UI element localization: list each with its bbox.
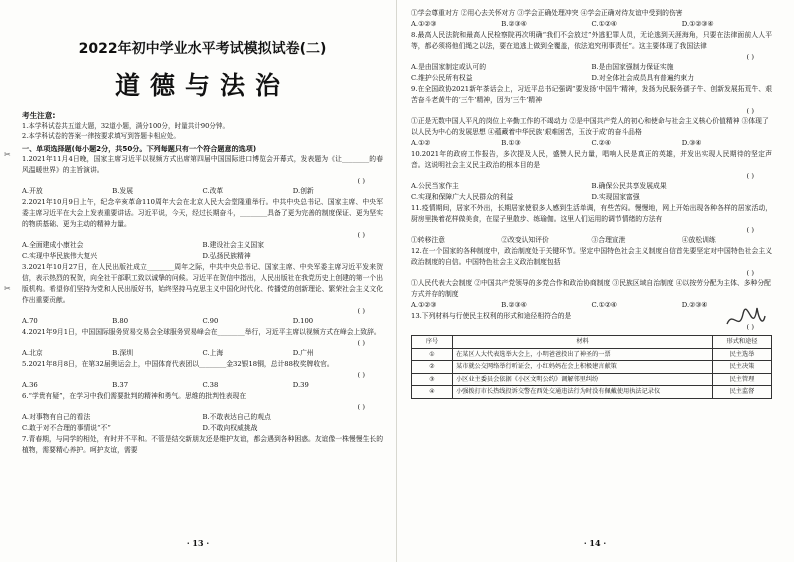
- option-group: [411, 8, 772, 19]
- question-text: 3.2021年10月27日，在人民出版社成立________周年之际，中共中央总书记、国家主席、中央军委主席习近平发来贺信，表示热烈的祝贺，向全社干部职工致以诚挚的问候。习近平在贺信中指出，人民出版社在我党历史上创建的第一个出版机构。希望你们坚持为党和人民出版好书，始终坚持马克思主义中国化时代化、传播党的创新理论、繁荣社会主义文化作出重要贡献。: [22, 263, 383, 304]
- answer-option: C.实现和保障广大人民群众的利益: [411, 193, 514, 201]
- table-header: 材料: [453, 336, 713, 349]
- table-cell: ①: [412, 348, 453, 361]
- answer-option: B.发展: [112, 187, 133, 195]
- option-group: [411, 181, 772, 203]
- table-row: [412, 348, 772, 361]
- answer-option: C.90: [202, 317, 219, 325]
- answer-option: A.对事物有自己的看法: [22, 413, 91, 421]
- answer-option: C.②④: [591, 139, 611, 147]
- answer-option: D.②③④: [681, 301, 708, 309]
- subject-title: 道德与法治: [114, 71, 290, 100]
- table-cell: 民主选举: [713, 348, 772, 361]
- table-cell: ③: [412, 373, 453, 386]
- page-number: · 13 ·: [186, 538, 210, 548]
- answer-option: D.39: [292, 381, 309, 389]
- answer-option: A.开放: [22, 187, 43, 195]
- answer-option: D.③④: [681, 139, 702, 147]
- option-group: [411, 300, 772, 311]
- answer-option: ③合理宣泄: [591, 236, 626, 244]
- answer-option: C.改革: [202, 187, 224, 195]
- option-group: [22, 316, 383, 327]
- answer-option: ①正是无数中国人平凡的岗位上辛勤工作的不竭动力 ②是中国共产党人的初心和使命与社会主义核心价值精神 ③体现了以人民为中心的发展思想 ④蕴藏着中华民族‘艰难困苦，玉汝于成’的奋斗品格: [411, 117, 769, 136]
- question-text: 13.下列材料与行使民主权利的形式和途径相符合的是: [411, 312, 572, 320]
- question-text: 10.2021年的政府工作报告，多次提及人民，盛赞人民力量，唱响人民是真正的英雄，并发出实现人民期待的坚定声音。这说明社会主义民主政治的根本目的是: [411, 150, 772, 169]
- left-question-list: [22, 154, 383, 456]
- answer-option: B.37: [112, 381, 129, 389]
- table-header: 序号: [412, 336, 453, 349]
- question-text: 4.2021年9月1日，中国国际服务贸易交易会全球服务贸易峰会在________举行，习近平主席以视频方式在峰会上致辞。: [22, 328, 381, 336]
- answer-blank: ( ): [746, 269, 754, 277]
- answer-option: D.不敢向权威挑战: [202, 424, 258, 432]
- answer-option: D.100: [292, 317, 314, 325]
- answer-option: A.36: [22, 381, 38, 389]
- table-cell: 在某区人大代表选举大会上，小明爸爸投出了神圣的一票: [453, 348, 713, 361]
- question-text: 9.在全国政协2021新年茶话会上，习近平总书记强调“要发扬‘中国牛’精神，发扬为民服务孺子牛、创新发展拓荒牛、艰苦奋斗老黄牛的‘三牛’精神，因为‘三牛’精神: [411, 85, 772, 104]
- answer-option: ④放松训练: [681, 236, 716, 244]
- option-group: [411, 116, 772, 138]
- answer-option: D.实现国家富强: [591, 193, 640, 201]
- question-text: 6.“学贵有疑”，在学习中我们需要批判的精神和勇气。思维的批判性表现在: [22, 392, 247, 400]
- answer-option: D.对全体社会成员具有普遍约束力: [591, 74, 695, 82]
- option-group: [411, 235, 772, 246]
- option-group: [22, 380, 383, 391]
- answer-option: B.建设社会主义国家: [202, 241, 265, 249]
- material-table: [411, 335, 772, 399]
- table-row: [412, 361, 772, 374]
- question-text: 2.2021年10月9日上午，纪念辛亥革命110周年大会在北京人民大会堂隆重举行。中共中央总书记、国家主席、中央军委主席习近平在大会上发表重要讲话。习近平说，今天，经过长期奋斗，________具备了更为完善的制度保证、更为坚实的物质基础、更为主动的精神力量。: [22, 198, 383, 228]
- table-cell: 民主决策: [713, 361, 772, 374]
- notes-title: 考生注意:: [22, 111, 56, 120]
- answer-option: B.是由国家强制力保证实施: [591, 63, 674, 71]
- note-line: 1.本学科试卷共五道大题，32道小题，满分100分，时量共计90分钟。: [22, 122, 230, 130]
- table-cell: 民主监督: [713, 386, 772, 399]
- table-row: [412, 373, 772, 386]
- answer-option: C.维护公民所有权益: [411, 74, 473, 82]
- answer-option: C.实现中华民族伟大复兴: [22, 252, 98, 260]
- question-text: 1.2021年11月4日晚，国家主席习近平以视频方式出席第四届中国国际进口博览会开幕式，发表题为《让________的春风温暖世界》的主旨演讲。: [22, 155, 383, 174]
- answer-option: ①人民代表大会制度 ②中国共产党领导的多党合作和政治协商制度 ③民族区域自治制度 ④以按劳分配为主体、多种分配方式并存的制度: [411, 279, 771, 298]
- answer-blank: ( ): [357, 177, 365, 185]
- table-row: [412, 386, 772, 399]
- scissor-icon: ✂: [4, 284, 11, 293]
- question-text: 11.疫情期间，居家不外出，长期居家使很多人感到生活单调，有些苦闷。慢慢地，网上开始出现各种各样的居家活动，厨房里换着花样做美食，在屋子里散步、练瑜伽。这里人们运用的调节情绪的方法有: [411, 204, 772, 223]
- answer-blank: ( ): [357, 339, 365, 347]
- answer-option: B.80: [112, 317, 129, 325]
- option-group: [411, 138, 772, 149]
- answer-option: D.创新: [292, 187, 314, 195]
- option-group: [411, 62, 772, 84]
- exam-title: 2022年初中学业水平考试模拟试卷(二): [78, 41, 327, 57]
- answer-option: A.北京: [22, 349, 43, 357]
- option-group: [411, 19, 772, 30]
- answer-option: B.②③④: [501, 301, 527, 309]
- answer-option: A.公民当家作主: [411, 182, 459, 190]
- answer-option: A.全面建成小康社会: [22, 241, 84, 249]
- answer-blank: ( ): [357, 371, 365, 379]
- answer-option: C.敢于对不合理的事情说“不”: [22, 424, 111, 432]
- answer-option: B.确保公民共享发展成果: [591, 182, 667, 190]
- answer-option: B.①③: [501, 139, 521, 147]
- answer-blank: ( ): [357, 403, 365, 411]
- option-group: [22, 240, 383, 262]
- section-heading: 一、单项选择题(每小题2分，共50分。下列每题只有一个符合题意的选项): [22, 144, 257, 153]
- note-line: 2.本学科试卷的答案一律按要求填写到答题卡相应处。: [22, 132, 180, 140]
- scissor-icon: ✂: [4, 150, 11, 159]
- answer-option: C.上海: [202, 349, 224, 357]
- answer-option: A.①②: [411, 139, 431, 147]
- question-text: 8.最高人民法院和最高人民检察院再次明确“我们不会放过”外逃犯罪人员，无论逃到天涯海角，只要在法律面前人人平等，都必须将他们绳之以法，要在追逃上做到全覆盖，依法追究刑事责任”。这主要体现了我国法律: [411, 31, 772, 50]
- question-text: 5.2021年8月8日，在第32届奥运会上，中国体育代表团以________金32银18铜，总计88枚奖牌收官。: [22, 360, 334, 368]
- right-question-list: [411, 8, 772, 332]
- answer-blank: ( ): [357, 307, 365, 315]
- handwritten-mark: [723, 302, 769, 338]
- option-group: [22, 186, 383, 197]
- answer-option: A.①②③: [411, 20, 437, 28]
- answer-blank: ( ): [746, 107, 754, 115]
- answer-option: D.广州: [292, 349, 314, 357]
- answer-option: A.70: [22, 317, 38, 325]
- answer-option: ②改变认知评价: [501, 236, 549, 244]
- answer-option: A.是由国家制定或认可的: [411, 63, 487, 71]
- answer-option: A.①②③: [411, 301, 437, 309]
- table-cell: 某市就公交网络举行听证会，小红妈妈在会上积极建言献策: [453, 361, 713, 374]
- answer-blank: ( ): [746, 53, 754, 61]
- page-number: · 14 ·: [583, 538, 607, 548]
- answer-option: ①转移注意: [411, 236, 445, 244]
- answer-blank: ( ): [746, 226, 754, 234]
- table-cell: ②: [412, 361, 453, 374]
- option-group: [22, 348, 383, 359]
- answer-option: D.①②③④: [681, 20, 714, 28]
- table-cell: 小区业主委员会依据《小区文明公约》调解邻里纠纷: [453, 373, 713, 386]
- answer-option: C.①②④: [591, 301, 617, 309]
- answer-blank: ( ): [746, 323, 754, 331]
- question-text: 12.在一个国家的各种制度中，政治制度处于关键环节。坚定中国特色社会主义制度自信首先要坚定对中国特色社会主义政治制度的自信。中国特色社会主义政治制度包括: [411, 247, 772, 266]
- answer-option: ①学会尊重对方 ②用心去关怀对方 ③学会正确处理冲突 ④学会正确对待友谊中受到的伤害: [411, 9, 683, 17]
- table-header-row: [412, 336, 772, 349]
- answer-option: D.弘扬民族精神: [202, 252, 251, 260]
- right-page: [397, 0, 794, 562]
- answer-blank: ( ): [746, 172, 754, 180]
- answer-option: B.②③④: [501, 20, 527, 28]
- table-header: 形式和途径: [713, 336, 772, 349]
- answer-option: C.①②④: [591, 20, 617, 28]
- option-group: [22, 412, 383, 434]
- question-text: 7.青春期，与同学的相处，有时并不平和。不管是结交新朋友还是维护友谊，都会遇到各种困惑。友谊像一株慢慢生长的植物，需要精心养护。呵护友谊，需要: [22, 435, 383, 454]
- table-cell: ④: [412, 386, 453, 399]
- answer-blank: ( ): [357, 231, 365, 239]
- table-cell: 民主管理: [713, 373, 772, 386]
- answer-option: B.深圳: [112, 349, 133, 357]
- option-group: [411, 278, 772, 300]
- answer-option: B.不敢表达自己的观点: [202, 413, 271, 421]
- answer-option: C.38: [202, 381, 219, 389]
- table-cell: 小强拨打市长热线投诉交警在西处交通违法行为时没有佩戴使用执法记录仪: [453, 386, 713, 399]
